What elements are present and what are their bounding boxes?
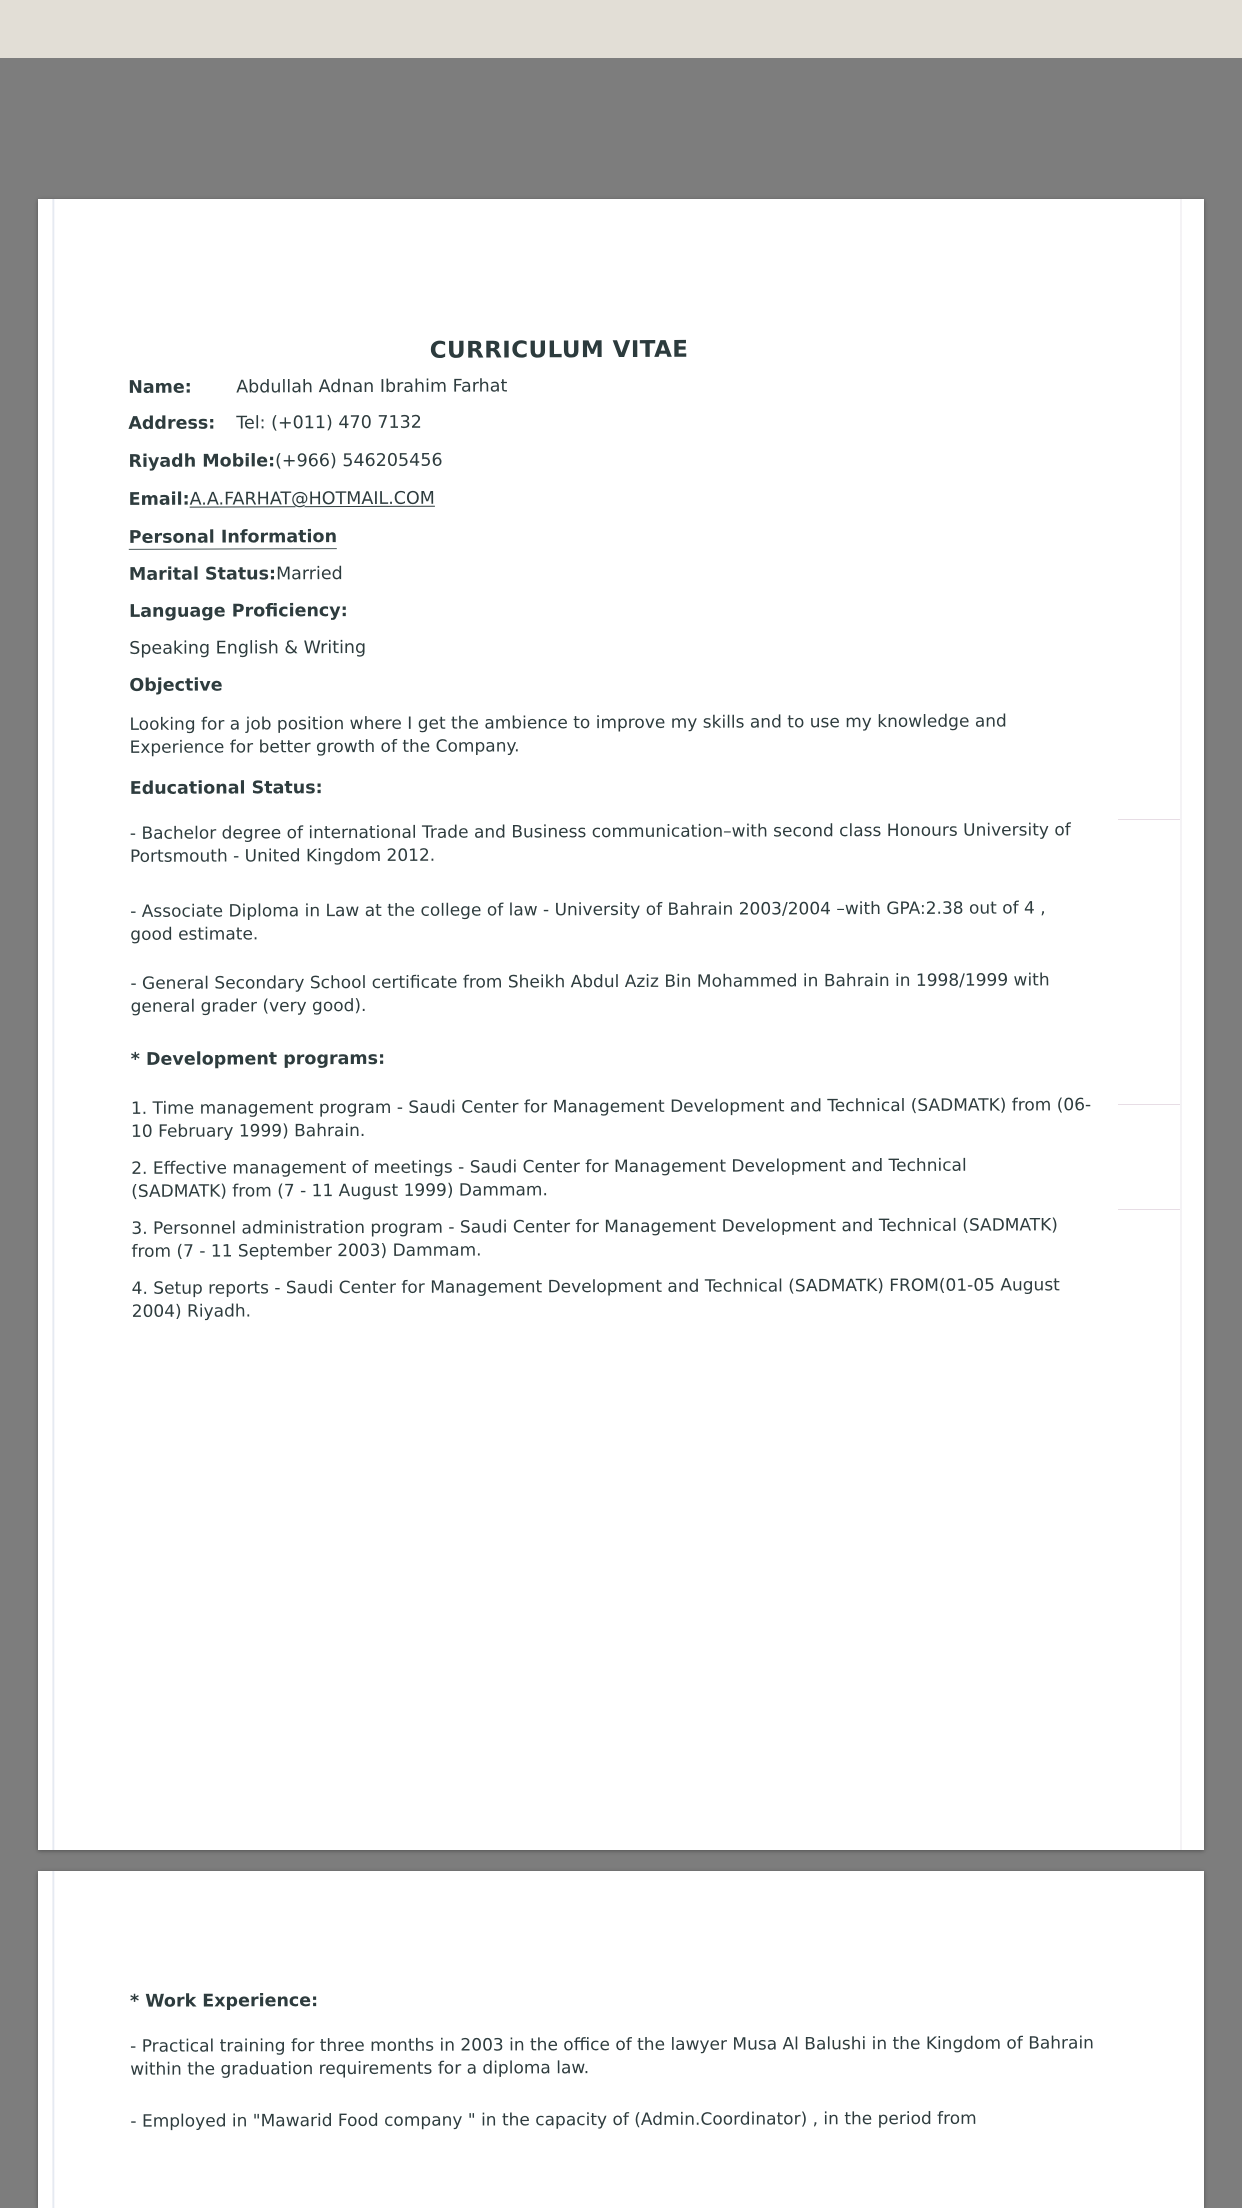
page-2-content (38, 1871, 1204, 2208)
objective-heading: Objective (129, 675, 223, 696)
marital-status-value: Married (276, 564, 343, 585)
document-page-2[interactable] (38, 1871, 1204, 2208)
address-label: Address: (128, 413, 216, 434)
mobile-value: (+966) 546205456 (275, 450, 443, 472)
development-program-item: 4. Setup reports - Saudi Center for Management Development and Technical (SADMATK) FROM(01-05 August 2004) Riyadh. (131, 1275, 1060, 1323)
name-label: Name: (128, 377, 192, 398)
education-item: - Bachelor degree of international Trade and Business communication–with second class Honours University of Portsmouth - United Kingdom 2012. (129, 820, 1071, 868)
marital-status-label: Marital Status: (128, 564, 277, 585)
education-item: - Associate Diploma in Law at the college of law - University of Bahrain 2003/2004 –with GPA:2.38 out of 4 , good estimate. (130, 898, 1046, 946)
page-title: CURRICULUM VITAE (429, 336, 689, 364)
development-programs-heading: * Development programs: (130, 1048, 386, 1070)
work-experience-item: - Employed in "Mawarid Food company " in the capacity of (Admin.Coordinator) , in the period from (130, 2108, 977, 2132)
mobile-label: Riyadh Mobile: (128, 451, 276, 472)
development-program-item: 2. Effective management of meetings - Saudi Center for Management Development and Technical (SADMATK) from (7 - 11 August 1999) Dammam. (131, 1155, 967, 1203)
objective-text: Looking for a job position where I get the ambience to improve my skills and to use my knowledge and Experience for better growth of the Company. (129, 711, 1007, 759)
page-1-content (38, 199, 1204, 1850)
educational-status-heading: Educational Status: (129, 778, 323, 799)
document-page-1[interactable] (38, 199, 1204, 1850)
email-label: Email: (128, 489, 190, 510)
language-proficiency-value: Speaking English & Writing (129, 637, 367, 659)
language-proficiency-heading: Language Proficiency: (129, 601, 348, 622)
development-program-item: 3. Personnel administration program - Saudi Center for Management Development and Technical (SADMATK) from (7 - 11 September 2003) Dammam. (131, 1215, 1058, 1263)
email-link[interactable]: A.A.FARHAT@HOTMAIL.COM (189, 488, 435, 510)
work-experience-item: - Practical training for three months in 2003 in the office of the lawyer Musa Al Balushi in the Kingdom of Bahrain within the graduation requirements for a diploma law. (130, 2033, 1094, 2081)
work-experience-heading: * Work Experience: (129, 1991, 319, 2012)
name-value: Abdullah Adnan Ibrahim Farhat (236, 376, 508, 398)
development-program-item: 1. Time management program - Saudi Center for Management Development and Technical (SADMATK) from (06-10 February 1999) Bahrain. (130, 1095, 1092, 1143)
education-item: - General Secondary School certificate from Sheikh Abdul Aziz Bin Mohammed in Bahrain in 1998/1999 with general grader (very good). (130, 970, 1050, 1018)
address-value: Tel: (+011) 470 7132 (236, 412, 422, 434)
viewer-top-band (0, 0, 1242, 58)
personal-information-heading: Personal Information (128, 527, 338, 548)
